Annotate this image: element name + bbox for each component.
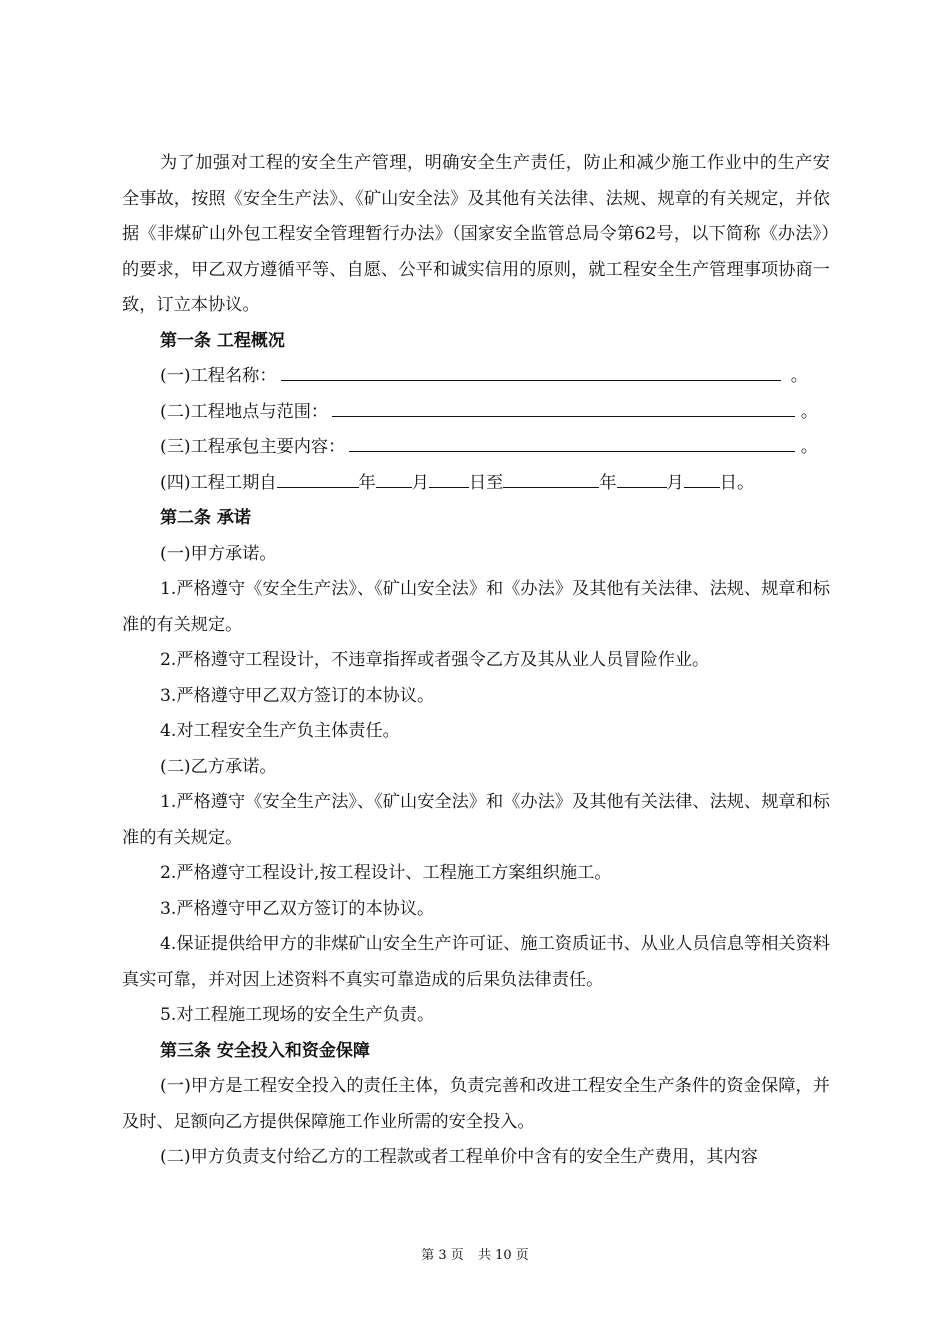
start-month-label: 月 — [411, 472, 429, 493]
project-location-label: (二)工程地点与范围： — [160, 401, 329, 422]
start-year-blank[interactable] — [277, 468, 359, 488]
party-b-title: (二)乙方承诺。 — [160, 756, 277, 777]
end-mark: 。 — [800, 437, 818, 457]
party-a-item: 1.严格遵守《安全生产法》、《矿山安全法》和《办法》及其他有关法律、法规、规章和标准的有关规定。 — [122, 579, 830, 635]
project-period-line — [122, 466, 830, 502]
end-year-label: 年 — [599, 472, 617, 493]
intro-paragraph: 为了加强对工程的安全生产管理，明确安全生产责任，防止和减少施工作业中的生产安全事故，按照《安全生产法》、《矿山安全法》及其他有关法律、法规、规章的有关规定，并依据《非煤矿山外包工程安全管理暂行办法》（国家安全监管总局令第62号，以下简称《办法》）的要求，甲乙双方遵循平等、自愿、公平和诚实信用的原则，就工程安全生产管理事项协商一致，订立本协议。 — [122, 153, 830, 315]
period-prefix: (四)工程工期自 — [160, 472, 277, 493]
party-a-title: (一)甲方承诺。 — [160, 543, 277, 564]
day-to-label: 日至 — [468, 472, 504, 493]
party-b-item: 4.保证提供给甲方的非煤矿山安全生产许可证、施工资质证书、从业人员信息等相关资料真实可靠，并对因上述资料不真实可靠造成的后果负法律责任。 — [122, 934, 830, 990]
article-3-heading: 第三条 安全投入和资金保障 — [160, 1040, 370, 1061]
project-content-label: (三)工程承包主要内容： — [160, 437, 346, 457]
end-year-blank[interactable] — [503, 468, 599, 488]
end-day-label: 日。 — [719, 472, 755, 493]
start-month-blank[interactable] — [376, 468, 412, 488]
end-day-blank[interactable] — [684, 468, 720, 488]
party-a-item: 3.严格遵守甲乙双方签订的本协议。 — [160, 685, 435, 706]
page-number: 第 3 页 — [421, 1248, 464, 1263]
project-name-line — [122, 359, 830, 395]
article-3-item: (二)甲方负责支付给乙方的工程款或者工程单价中含有的安全生产费用，其内容 — [160, 1147, 758, 1167]
end-month-blank[interactable] — [617, 468, 667, 488]
page-footer — [0, 1244, 950, 1263]
start-day-blank[interactable] — [429, 468, 469, 488]
article-1-heading: 第一条 工程概况 — [160, 330, 285, 351]
end-mark: 。 — [790, 366, 808, 386]
start-year-label: 年 — [358, 472, 376, 493]
party-a-item: 2.严格遵守工程设计，不违章指挥或者强令乙方及其从业人员冒险作业。 — [160, 650, 710, 670]
document-body — [122, 146, 830, 1176]
page-total: 共 10 页 — [477, 1248, 529, 1263]
party-b-item: 2.严格遵守工程设计,按工程设计、工程施工方案组织施工。 — [160, 863, 612, 883]
project-content-blank[interactable] — [349, 432, 795, 452]
article-2-heading: 第二条 承诺 — [160, 508, 251, 528]
party-b-item: 5.对工程施工现场的安全生产负责。 — [160, 1005, 435, 1025]
project-name-blank[interactable] — [281, 361, 781, 381]
project-content-line — [122, 430, 830, 466]
project-location-blank[interactable] — [332, 397, 795, 417]
project-name-label: (一)工程名称： — [160, 366, 277, 386]
party-b-item: 3.严格遵守甲乙双方签订的本协议。 — [160, 898, 435, 919]
end-mark: 。 — [800, 401, 818, 422]
project-location-line — [122, 395, 830, 431]
end-month-label: 月 — [666, 472, 684, 493]
article-3-item: (一)甲方是工程安全投入的责任主体，负责完善和改进工程安全生产条件的资金保障，并及时、足额向乙方提供保障施工作业所需的安全投入。 — [122, 1076, 830, 1132]
party-b-item: 1.严格遵守《安全生产法》、《矿山安全法》和《办法》及其他有关法律、法规、规章和标准的有关规定。 — [122, 792, 830, 848]
party-a-item: 4.对工程安全生产负主体责任。 — [160, 721, 400, 741]
